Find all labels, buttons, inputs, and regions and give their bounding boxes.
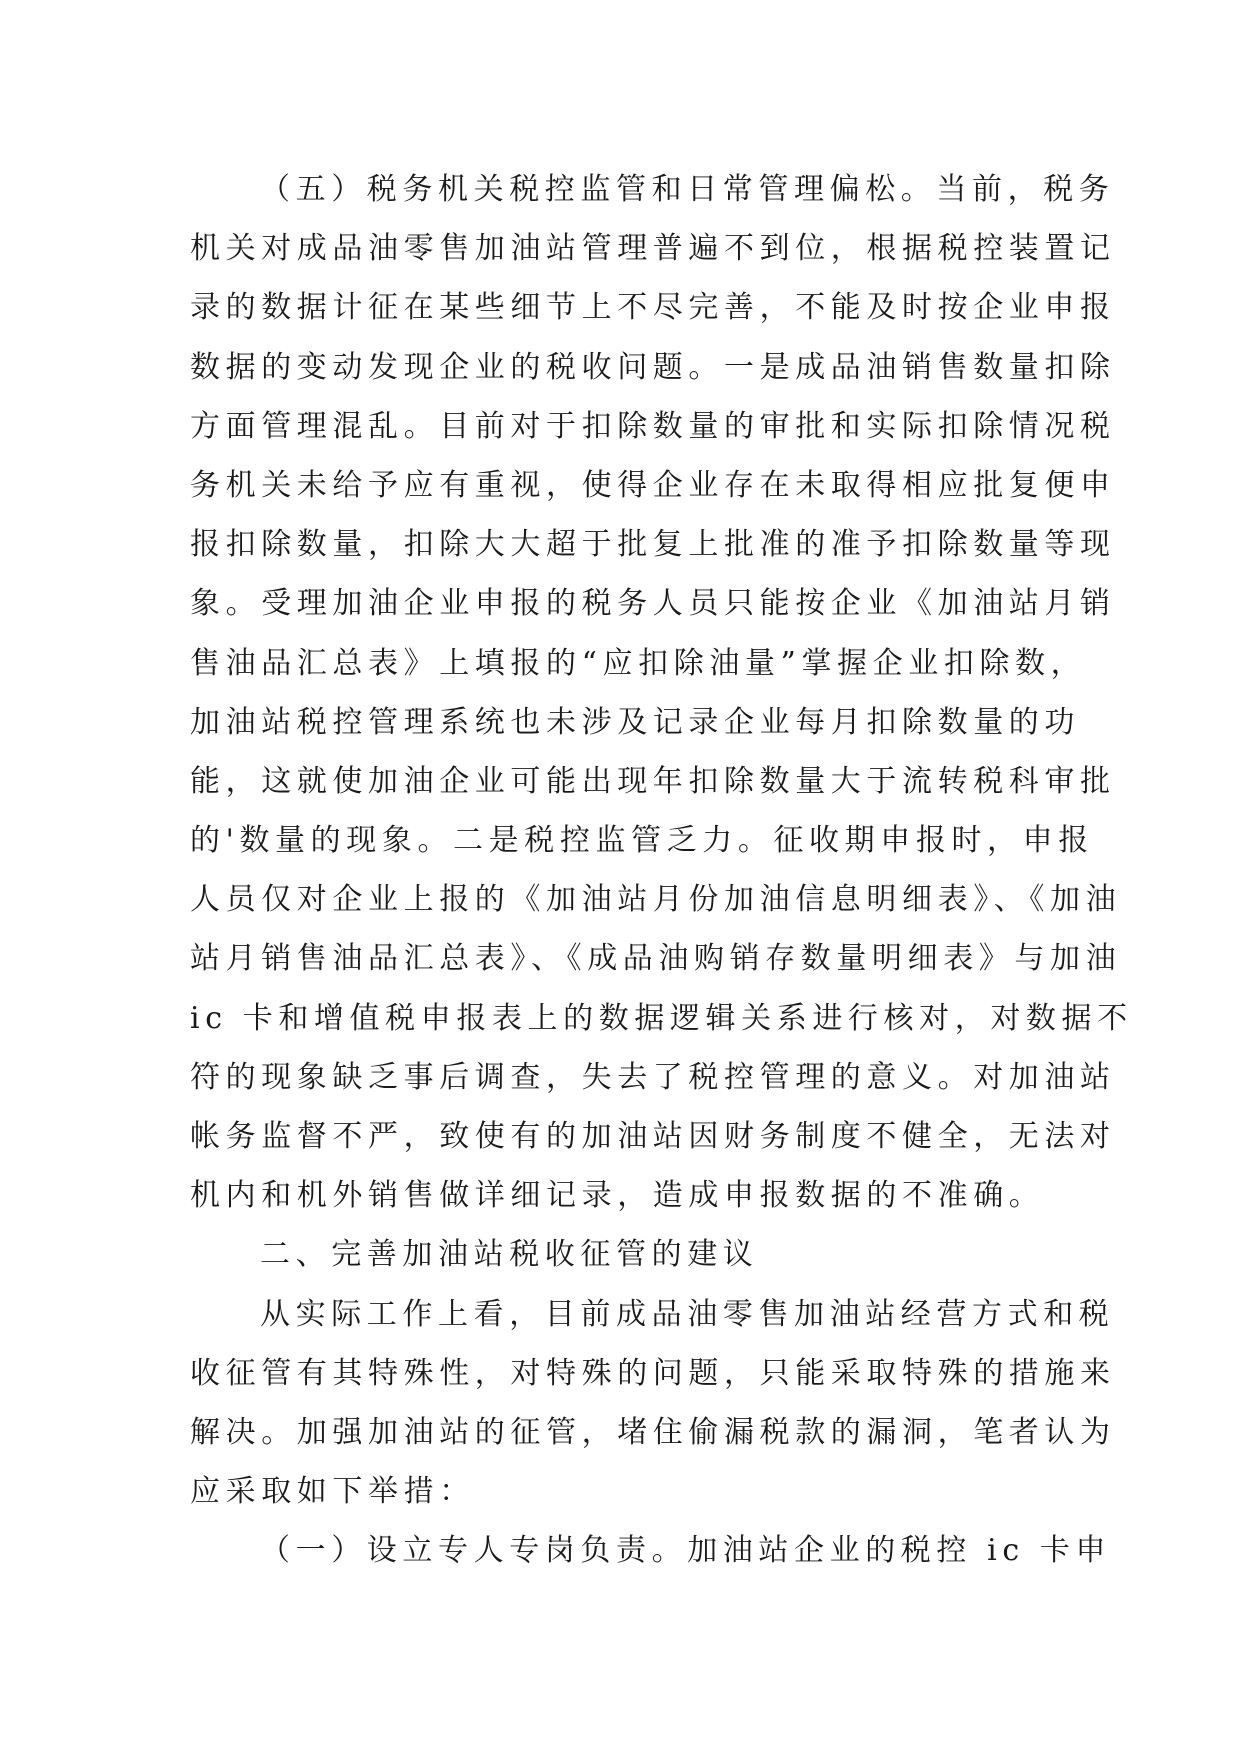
- text-line: 象。受理加油企业申报的税务人员只能按企业《加油站月销: [190, 586, 1116, 622]
- text-line: 解决。加强加油站的征管，堵住偷漏税款的漏洞，笔者认为: [190, 1414, 1116, 1450]
- text-line: 加油站税控管理系统也未涉及记录企业每月扣除数量的功: [190, 704, 1080, 740]
- text-line: 站月销售油品汇总表》、《成品油购销存数量明细表》与加油: [190, 941, 1122, 977]
- text-line: （一）设立专人专岗负责。加油站企业的税控 ic 卡申: [260, 1533, 1112, 1569]
- text-line: 的'数量的现象。二是税控监管乏力。征收期申报时，申报: [190, 823, 1094, 859]
- text-line: 数据的变动发现企业的税收问题。一是成品油销售数量扣除: [190, 349, 1116, 385]
- text-line: 务机关未给予应有重视，使得企业存在未取得相应批复便申: [190, 467, 1116, 503]
- document-body: [190, 160, 1133, 1581]
- text-line: 收征管有其特殊性，对特殊的问题，只能采取特殊的措施来: [190, 1355, 1116, 1391]
- text-line: 从实际工作上看，目前成品油零售加油站经营方式和税: [260, 1296, 1115, 1332]
- text-line: 人员仅对企业上报的《加油站月份加油信息明细表》、《加油: [190, 882, 1122, 918]
- text-line: ic 卡和增值税申报表上的数据逻辑关系进行核对，对数据不: [190, 1000, 1133, 1036]
- text-line: 机内和机外销售做详细记录，造成申报数据的不准确。: [190, 1178, 1045, 1214]
- text-line: 报扣除数量，扣除大大超于批复上批准的准予扣除数量等现: [190, 527, 1116, 563]
- text-line: 方面管理混乱。目前对于扣除数量的审批和实际扣除情况税: [190, 408, 1116, 444]
- text-line: 售油品汇总表》上填报的“应扣除油量”掌握企业扣除数，: [190, 645, 1087, 681]
- text-line: 应采取如下举措：: [190, 1474, 475, 1510]
- text-line: （五）税务机关税控监管和日常管理偏松。当前，税务: [260, 172, 1115, 207]
- text-line: 能，这就使加油企业可能出现年扣除数量大于流转税科审批: [190, 763, 1116, 799]
- section-heading: 二、完善加油站税收征管的建议: [260, 1237, 759, 1273]
- text-line: 录的数据计征在某些细节上不尽完善，不能及时按企业申报: [190, 290, 1116, 326]
- text-line: 符的现象缺乏事后调查，失去了税控管理的意义。对加油站: [190, 1059, 1116, 1095]
- text-line: 帐务监督不严，致使有的加油站因财务制度不健全，无法对: [190, 1119, 1116, 1154]
- text-line: 机关对成品油零售加油站管理普遍不到位，根据税控装置记: [190, 231, 1116, 267]
